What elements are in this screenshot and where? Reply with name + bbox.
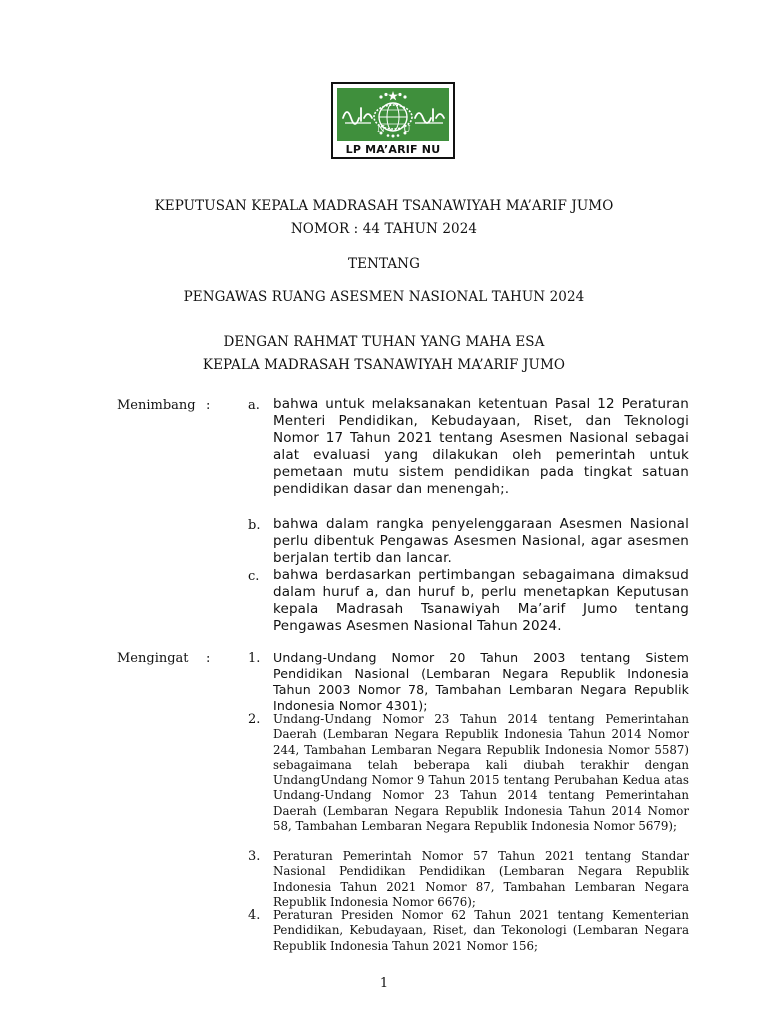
menimbang-item-c-text: bahwa berdasarkan pertimbangan sebagaimana dimaksud dalam huruf a, dan huruf b, perlu menetapkan Keputusan kepala Madrasah Tsanawiyah Ma’arif Jumo tentang Pengawas Asesmen Nasional Tahun 2024.	[273, 567, 689, 635]
menimbang-item-b-text: bahwa dalam rangka penyelenggaraan Asesmen Nasional perlu dibentuk Pengawas Asesmen Nasional, agar asesmen berjalan tertib dan lancar.	[273, 516, 689, 567]
mengingat-item-2-marker: 2.	[248, 712, 261, 727]
menimbang-item-c-marker: c.	[248, 569, 260, 584]
decree-subject: PENGAWAS RUANG ASESMEN NASIONAL TAHUN 2024	[183, 289, 585, 305]
logo-caption: LP MA’ARIF NU	[345, 143, 441, 156]
mengingat-label: Mengingat	[117, 651, 189, 666]
mengingat-item-4-text: Peraturan Presiden Nomor 62 Tahun 2021 tentang Kementerian Pendidikan, Kebudayaan, Riset, dan Tekonologi (Lembaran Negara Republik Indonesia Tahun 2021 Nomor 156;	[273, 908, 689, 953]
menimbang-item-a-marker: a.	[248, 398, 260, 413]
lp-maarif-nu-logo	[331, 82, 455, 159]
menimbang-item-a-text: bahwa untuk melaksanakan ketentuan Pasal 12 Peraturan Menteri Pendidikan, Kebudayaan, Riset, dan Teknologi Nomor 17 Tahun 2021 tentang Asesmen Nasional sebagai alat evaluasi yang dilakukan oleh pemerintah untuk pemetaan mutu sistem pendidikan pada tingkat satuan pendidikan dasar dan menengah;.	[273, 396, 689, 498]
menimbang-label: Menimbang	[117, 398, 196, 413]
decree-title: KEPUTUSAN KEPALA MADRASAH TSANAWIYAH MA’ARIF JUMO	[154, 198, 614, 214]
decree-number: NOMOR : 44 TAHUN 2024	[290, 221, 478, 237]
decree-about-label: TENTANG	[348, 256, 420, 272]
mengingat-colon: :	[206, 651, 211, 666]
mengingat-item-1-marker: 1.	[248, 651, 261, 666]
menimbang-item-b-marker: b.	[248, 518, 261, 533]
menimbang-colon: :	[206, 398, 211, 413]
nu-emblem-icon	[337, 88, 449, 141]
logo-letter-u: U	[403, 125, 411, 135]
decree-invocation: DENGAN RAHMAT TUHAN YANG MAHA ESA	[223, 334, 545, 350]
mengingat-item-3-text: Peraturan Pemerintah Nomor 57 Tahun 2021 tentang Standar Nasional Pendidikan Pendidikan (Lembaran Negara Republik Indonesia Tahun 2021 Nomor 87, Tambahan Lembaran Negara Republik Indonesia Nomor 6676);	[273, 849, 689, 909]
mengingat-item-1-text: Undang-Undang Nomor 20 Tahun 2003 tentang Sistem Pendidikan Nasional (Lembaran Negara Republik Indonesia Tahun 2003 Nomor 78, Tambahan Lembaran Negara Republik Indonesia Nomor 4301);	[273, 650, 689, 713]
logo-letter-n: N	[377, 125, 385, 135]
mengingat-item-4-marker: 4.	[248, 908, 261, 923]
mengingat-item-3-marker: 3.	[248, 849, 261, 864]
mengingat-item-2-text: Undang-Undang Nomor 23 Tahun 2014 tentang Pemerintahan Daerah (Lembaran Negara Republik Indonesia Tahun 2014 Nomor 244, Tambahan Lembaran Negara Republik Indonesia Nomor 5587) sebagaimana telah beberapa kali diubah terakhir dengan UndangUndang Nomor 9 Tahun 2015 tentang Perubahan Kedua atas Undang-Undang Nomor 23 Tahun 2014 tentang Pemerintahan Daerah (Lembaran Negara Republik Indonesia Tahun 2014 Nomor 58, Tambahan Lembaran Negara Republik Indonesia Nomor 5679);	[273, 712, 689, 833]
page-number: 1	[379, 976, 389, 991]
decree-issuer: KEPALA MADRASAH TSANAWIYAH MA’ARIF JUMO	[202, 357, 566, 373]
